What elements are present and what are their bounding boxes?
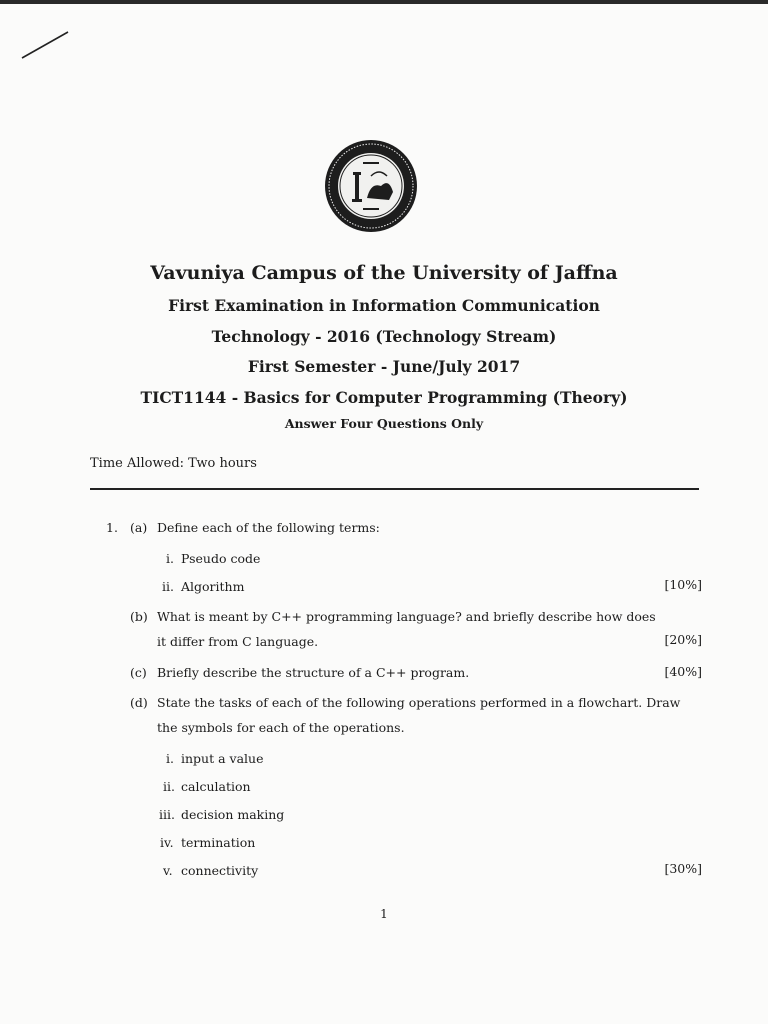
part-d-item-text: connectivity [181,863,259,878]
part-d-item-text: termination [181,835,256,850]
part-a-text: Define each of the following terms: [157,520,380,535]
part-d-item-num: ii. [163,779,175,794]
part-b-text-line2: it differ from C language. [157,634,319,649]
exam-title-line1: First Examination in Information Communication [168,296,600,315]
question-number: 1. [106,520,118,535]
part-b-marks: [20%] [664,632,702,647]
part-d-label: (d) [130,695,148,710]
part-d-item-num: iv. [160,835,174,850]
answer-instructions: Answer Four Questions Only [284,416,484,431]
part-a-marks: [10%] [664,577,702,592]
part-a-item-num: ii. [162,579,174,594]
pen-stroke-mark [20,30,70,60]
institution-title: Vavuniya Campus of the University of Jaffna [150,262,618,284]
part-b-text-line1: What is meant by C++ programming language? and briefly describe how does [157,609,656,624]
part-d-text-line1: State the tasks of each of the following operations performed in a flowchart. Draw [157,695,681,710]
part-c-label: (c) [130,665,147,680]
page-number: 1 [380,907,388,921]
time-allowed: Time Allowed: Two hours [90,456,257,471]
part-a-item-text: Algorithm [181,579,245,594]
part-a-item-text: Pseudo code [181,551,261,566]
top-border-line [0,0,768,4]
part-a-label: (a) [130,520,148,535]
exam-title-line2: Technology - 2016 (Technology Stream) [211,327,557,346]
header-divider [90,488,699,490]
part-a-item-num: i. [166,551,174,566]
part-c-text: Briefly describe the structure of a C++ program. [157,665,470,680]
course-title: TICT1144 - Basics for Computer Programming (Theory) [140,388,628,407]
part-d-item-num: i. [166,751,174,766]
part-d-item-num: v. [163,863,173,878]
part-d-item-text: calculation [181,779,251,794]
part-d-item-num: iii. [159,807,175,822]
part-d-item-text: input a value [181,751,264,766]
part-b-label: (b) [130,609,148,624]
part-d-text-line2: the symbols for each of the operations. [157,720,405,735]
part-d-item-text: decision making [181,807,285,822]
university-seal-logo [323,138,419,234]
semester-line: First Semester - June/July 2017 [247,357,521,376]
part-c-marks: [40%] [664,664,702,679]
part-d-marks: [30%] [664,861,702,876]
